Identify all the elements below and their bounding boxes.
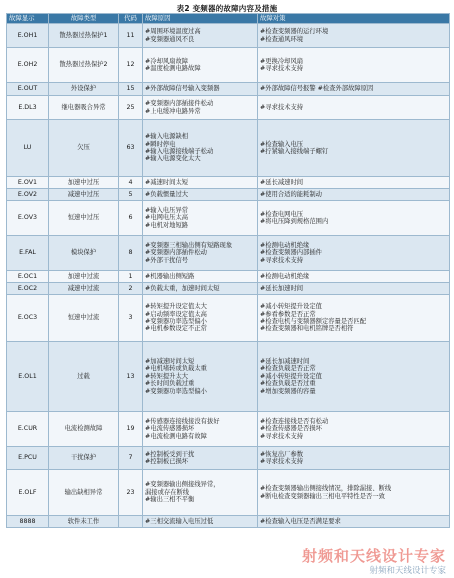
fault-code-cell: E.FAL [7, 236, 49, 271]
cause-cell [143, 24, 258, 48]
cause-line: #电机参数设定不正常 [145, 325, 207, 333]
cause-line: #变频器内部插接件松动 [145, 100, 214, 108]
action-cell [258, 189, 450, 201]
action-cell [258, 96, 450, 120]
table-row [7, 201, 450, 236]
action-line: #寻求技术支持 [260, 432, 304, 440]
cause-line: #三相交流输入电压过低 [145, 517, 214, 525]
fault-type-cell: 干扰保护 [49, 447, 119, 470]
table-row [7, 516, 450, 528]
action-line: #检测电动机绝缘 [260, 272, 310, 280]
fault-type-cell: 外设保护 [49, 83, 119, 96]
header-fault-display: 故障显示 [7, 14, 49, 24]
cause-line: #周围环境温度过高 [145, 28, 201, 36]
action-line: #检查电机与变频器额定容量是否匹配 [260, 318, 367, 325]
action-cell [258, 201, 450, 236]
fault-code-cell: LU [7, 120, 49, 177]
table-row [7, 236, 450, 271]
header-fault-cause: 故障原因 [143, 14, 258, 24]
code-number-cell: 25 [119, 96, 143, 120]
action-cell [258, 271, 450, 283]
cause-line: #减速时间太短 [145, 178, 189, 186]
cause-cell [143, 201, 258, 236]
action-line: #检查连接线是否有松动 [260, 417, 329, 425]
cause-cell [143, 48, 258, 83]
action-line: #检查通风环境 [260, 35, 304, 43]
table-row [7, 24, 450, 48]
table-row [7, 470, 450, 516]
table-body [7, 24, 450, 528]
action-line: #恢复出厂参数 [260, 450, 304, 458]
cause-line: #输入电源变化太大 [145, 155, 201, 163]
action-line: #检查负载是否过重 [260, 380, 316, 388]
fault-code-cell: E.OLF [7, 470, 49, 516]
watermark-logo: 射频和天线设计专家 [301, 547, 446, 565]
cause-line: #电流传感器损坏 [145, 425, 195, 433]
action-cell [258, 120, 450, 177]
fault-type-cell: 软件未工作 [49, 516, 119, 528]
fault-type-cell: 散热器过热保护2 [49, 48, 119, 83]
action-line: #检查变频器的运行环境 [260, 28, 329, 36]
fault-type-cell: 加速中过压 [49, 177, 119, 189]
cause-line: #传感器连接线接没有拔好 [145, 417, 220, 425]
cause-line: #长时间负载过重 [145, 380, 195, 388]
cause-line: #输入电压异常 [145, 206, 189, 214]
cause-line: #上电缓冲电路异常 [145, 107, 201, 115]
code-number-cell: 63 [119, 120, 143, 177]
action-cell [258, 470, 450, 516]
code-number-cell: 4 [119, 177, 143, 189]
cause-line: #变频器功率选型偏小 [145, 387, 207, 395]
code-number-cell: 5 [119, 189, 143, 201]
cause-cell [143, 177, 258, 189]
fault-table [6, 13, 450, 528]
cause-line: #输入电源缺相 [145, 133, 189, 141]
cause-cell [143, 96, 258, 120]
table-row [7, 271, 450, 283]
fault-code-cell: E.OV2 [7, 189, 49, 201]
cause-line: #加减速时间太短 [145, 357, 195, 365]
action-cell [258, 24, 450, 48]
fault-code-cell: E.OC1 [7, 271, 49, 283]
cause-cell [143, 236, 258, 271]
cause-line: #电机堵转或负载太重 [145, 365, 207, 373]
code-number-cell [119, 516, 143, 528]
action-line: #减小转矩提升设定值 [260, 303, 322, 311]
cause-line: #变频器内部插件松动 [145, 249, 207, 257]
cause-line: #温度检测电路故障 [145, 65, 201, 72]
code-number-cell: 23 [119, 470, 143, 516]
fault-type-cell: 减速中过流 [49, 283, 119, 295]
cause-line: #冷却风扇故障 [145, 57, 189, 65]
action-cell [258, 83, 450, 96]
header-fault-action: 故障对策 [258, 14, 450, 24]
code-number-cell: 11 [119, 24, 143, 48]
action-line: #延长减速时间 [260, 178, 304, 186]
action-line: #检查输入电压是否满足要求 [260, 517, 341, 525]
action-cell [258, 412, 450, 447]
table-row [7, 283, 450, 295]
code-number-cell: 2 [119, 283, 143, 295]
action-cell [258, 177, 450, 189]
fault-type-cell: 电流检测故障 [49, 412, 119, 447]
action-cell [258, 342, 450, 412]
action-line: #检查输入电压 [260, 140, 304, 148]
cause-line: #变频器输出侧接线异常， [145, 481, 220, 489]
fault-type-cell: 模块保护 [49, 236, 119, 271]
cause-cell [143, 120, 258, 177]
cause-line: #变频器通风不良 [145, 35, 195, 43]
code-number-cell: 7 [119, 447, 143, 470]
code-number-cell: 12 [119, 48, 143, 83]
action-line: #使用合适的能耗制动 [260, 190, 322, 198]
code-number-cell: 15 [119, 83, 143, 96]
table-header-row [7, 14, 450, 24]
cause-line: 漏接或存在断线 [145, 488, 190, 496]
header-fault-type: 故障类型 [49, 14, 119, 24]
fault-code-cell: E.PCU [7, 447, 49, 470]
action-cell [258, 447, 450, 470]
watermark [302, 545, 446, 576]
table-row [7, 177, 450, 189]
fault-code-cell: E.CUR [7, 412, 49, 447]
action-line: #检查负载是否正常 [260, 365, 316, 373]
action-cell [258, 516, 450, 528]
code-number-cell: 13 [119, 342, 143, 412]
action-line: #参看参数是否正常 [260, 310, 316, 318]
cause-line: #变频器三相输出侧有短路现象 [145, 241, 233, 249]
cause-line: #负载惯量过大 [145, 190, 189, 198]
cause-line: #机器输出侧短路 [145, 272, 195, 280]
cause-line: #控制板受到干扰 [145, 450, 195, 458]
fault-type-cell: 恒速中过流 [49, 295, 119, 342]
cause-cell [143, 271, 258, 283]
action-line: #寻求技术支持 [260, 256, 304, 264]
table-row [7, 189, 450, 201]
action-line: #延长加减速时间 [260, 357, 310, 365]
action-line: #寻求技术支持 [260, 458, 304, 465]
fault-type-cell: 加速中过流 [49, 271, 119, 283]
cause-line: #瞬时停电 [145, 140, 176, 148]
cause-line: #电机对地短路 [145, 221, 189, 229]
action-line: #检查传感器是否损坏 [260, 425, 322, 433]
fault-type-cell: 输出缺相异常 [49, 470, 119, 516]
cause-line: #电网电压太高 [145, 214, 189, 222]
code-number-cell: 1 [119, 271, 143, 283]
action-line: #减小转矩提升设定值 [260, 372, 322, 380]
cause-cell [143, 83, 258, 96]
fault-code-cell: E.DL3 [7, 96, 49, 120]
header-code: 代码 [119, 14, 143, 24]
fault-code-cell: E.OL1 [7, 342, 49, 412]
cause-cell [143, 283, 258, 295]
table-row [7, 342, 450, 412]
cause-cell [143, 470, 258, 516]
fault-type-cell: 过载 [49, 342, 119, 412]
action-cell [258, 295, 450, 342]
action-line: #将电压降到规格范围内 [260, 218, 329, 225]
action-line: #检查变频器和电机铭牌是否相符 [260, 325, 354, 333]
fault-type-cell: 继电器吸合异常 [49, 96, 119, 120]
action-line: #检查变频器内部插件 [260, 249, 322, 257]
action-line: #拧紧输入接线端子螺钉 [260, 148, 329, 155]
table-row [7, 295, 450, 342]
action-cell [258, 48, 450, 83]
fault-code-cell: E.OV1 [7, 177, 49, 189]
action-cell [258, 236, 450, 271]
action-line: #检查电网电压 [260, 210, 304, 218]
cause-line: #外部干扰信号 [145, 256, 189, 264]
fault-type-cell: 欠压 [49, 120, 119, 177]
action-line: #更换冷却风扇 [260, 57, 304, 65]
table-row [7, 83, 450, 96]
fault-code-cell: E.OV3 [7, 201, 49, 236]
cause-line: #控制板已损坏 [145, 458, 189, 465]
action-line: #检测电动机绝缘 [260, 241, 310, 249]
table-row [7, 96, 450, 120]
action-line: #增加变频器的容量 [260, 387, 316, 395]
action-line: #断电检查变频器输出三相电平特性是否一致 [260, 492, 385, 500]
action-line: #外部故障信号报警 #检查外部故障原因 [260, 85, 374, 93]
cause-cell [143, 447, 258, 470]
fault-code-cell: E.OUT [7, 83, 49, 96]
cause-cell [143, 295, 258, 342]
code-number-cell: 19 [119, 412, 143, 447]
action-line: #延长加速时间 [260, 284, 304, 292]
action-line: #检查变频器输出侧接线情况，排除漏接、断线 [260, 485, 392, 493]
fault-code-cell: E.OH1 [7, 24, 49, 48]
cause-line: #电流检测电路有故障 [145, 432, 207, 440]
table-row [7, 447, 450, 470]
table-row [7, 120, 450, 177]
code-number-cell: 3 [119, 295, 143, 342]
watermark-caption: 射频和天线设计专家 [369, 566, 446, 576]
cause-line: #变频器功率选型偏小 [145, 318, 207, 325]
table-title: 表2 变频器的故障内容及措施 [176, 4, 278, 13]
cause-cell [143, 189, 258, 201]
cause-line: #负载太重，加速时间太短 [145, 284, 220, 292]
cause-line: #输出三相不平衡 [145, 496, 195, 504]
cause-cell [143, 342, 258, 412]
action-line: #寻求技术支持 [260, 103, 304, 111]
code-number-cell: 8 [119, 236, 143, 271]
fault-type-cell: 恒速中过压 [49, 201, 119, 236]
fault-type-cell: 减速中过压 [49, 189, 119, 201]
cause-cell [143, 412, 258, 447]
fault-code-cell: 8888 [7, 516, 49, 528]
table-row [7, 48, 450, 83]
cause-line: #转矩提升太大 [145, 372, 189, 380]
table-row [7, 412, 450, 447]
action-line: #寻求技术支持 [260, 65, 304, 72]
fault-type-cell: 散热器过热保护1 [49, 24, 119, 48]
cause-cell [143, 516, 258, 528]
code-number-cell: 6 [119, 201, 143, 236]
fault-code-cell: E.OC2 [7, 283, 49, 295]
fault-code-cell: E.OC3 [7, 295, 49, 342]
cause-line: #转矩提升设定值太大 [145, 303, 207, 311]
cause-line: #启动频率设定值太高 [145, 310, 207, 318]
fault-code-cell: E.OH2 [7, 48, 49, 83]
action-cell [258, 283, 450, 295]
cause-line: #外部故障信号输入变频器 [145, 85, 220, 93]
cause-line: #输入电源接线端子松动 [145, 148, 214, 155]
